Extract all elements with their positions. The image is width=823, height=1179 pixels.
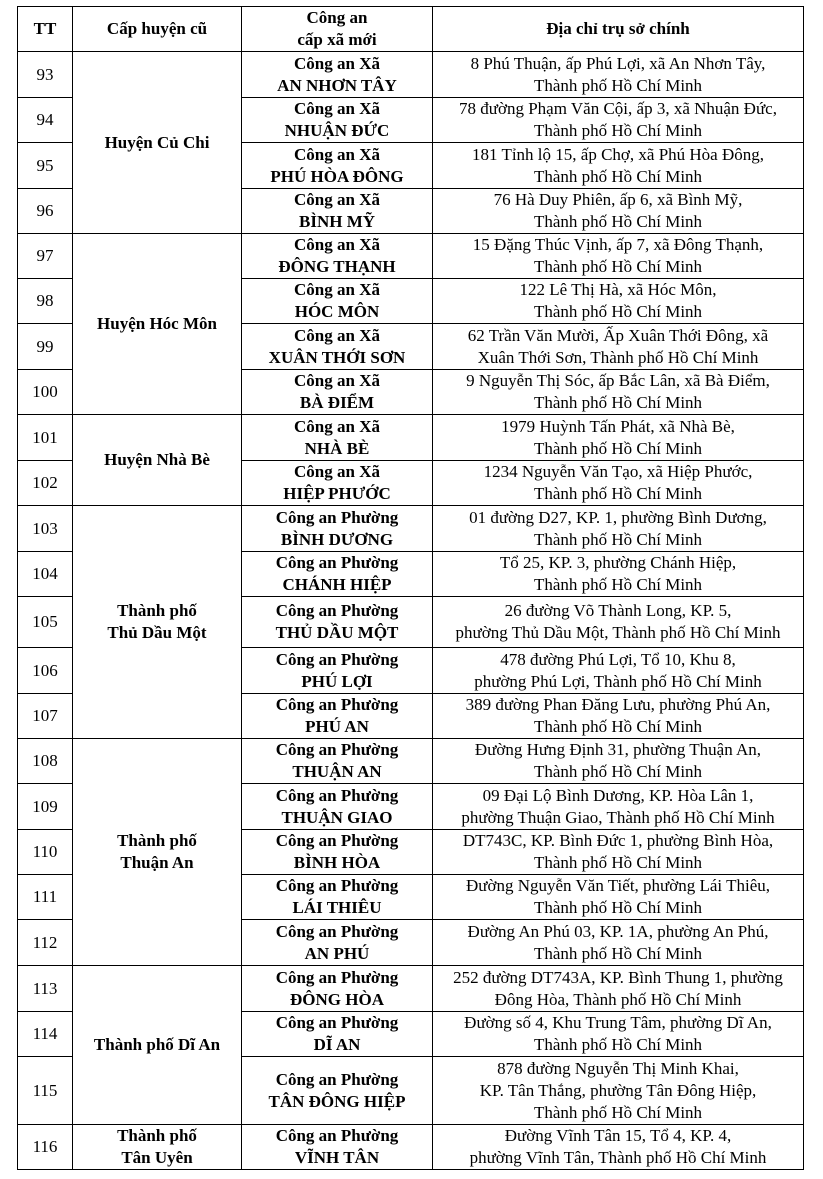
address-line2: Thành phố Hồ Chí Minh xyxy=(533,302,703,321)
unit-cell xyxy=(242,234,433,279)
address-line2: Thành phố Hồ Chí Minh xyxy=(533,121,703,140)
address-cell xyxy=(433,461,804,506)
unit-type: Công an Phường xyxy=(275,1013,399,1032)
address-line2: Thành phố Hồ Chí Minh xyxy=(533,257,703,276)
unit-cell xyxy=(242,920,433,966)
address-line1: 878 đường Nguyễn Thị Minh Khai, xyxy=(497,1058,739,1078)
unit-cell xyxy=(242,552,433,597)
address-cell xyxy=(433,920,804,966)
address-line3: Thành phố Hồ Chí Minh xyxy=(533,1102,703,1122)
unit-type: Công an Xã xyxy=(294,462,380,481)
address-cell xyxy=(433,830,804,875)
unit-name: VĨNH TÂN xyxy=(294,1148,380,1167)
address-line2: Thành phố Hồ Chí Minh xyxy=(533,762,703,781)
district-line1: Thành phố xyxy=(117,1126,197,1145)
unit-cell xyxy=(242,784,433,830)
unit-type: Công an Xã xyxy=(294,144,380,164)
unit-name: ĐÔNG THẠNH xyxy=(278,257,396,276)
address-cell xyxy=(433,552,804,597)
address-line1: 78 đường Phạm Văn Cội, ấp 3, xã Nhuận Đức, xyxy=(459,99,777,118)
header-unit xyxy=(242,7,433,52)
unit-name: PHÚ HÒA ĐÔNG xyxy=(270,166,404,186)
address-cell xyxy=(433,784,804,830)
address-cell xyxy=(433,415,804,461)
unit-cell xyxy=(242,324,433,370)
unit-type: Công an Phường xyxy=(275,921,399,941)
row-number: 113 xyxy=(18,966,73,1012)
address-line1: 252 đường DT743A, KP. Bình Thung 1, phường xyxy=(453,967,783,987)
district-line2: Tân Uyên xyxy=(121,1148,193,1167)
address-line1: Đường Nguyễn Văn Tiết, phường Lái Thiêu, xyxy=(466,876,770,895)
address-line2: phường Vĩnh Tân, Thành phố Hồ Chí Minh xyxy=(469,1148,767,1167)
address-line1: 1234 Nguyễn Văn Tạo, xã Hiệp Phước, xyxy=(483,462,753,481)
row-number: 102 xyxy=(18,461,73,506)
row-number: 108 xyxy=(18,739,73,784)
address-line2: Thành phố Hồ Chí Minh xyxy=(533,75,703,95)
unit-cell xyxy=(242,461,433,506)
address-line2: Thành phố Hồ Chí Minh xyxy=(533,898,703,917)
address-line1: Tổ 25, KP. 3, phường Chánh Hiệp, xyxy=(499,553,737,572)
table-row xyxy=(18,52,804,98)
unit-name: BÌNH MỸ xyxy=(298,212,376,231)
address-line1: 8 Phú Thuận, ấp Phú Lợi, xã An Nhơn Tây, xyxy=(470,53,766,73)
address-line2: Thành phố Hồ Chí Minh xyxy=(533,1035,703,1054)
unit-type: Công an Phường xyxy=(275,507,399,527)
address-cell xyxy=(433,189,804,234)
address-cell xyxy=(433,966,804,1012)
unit-type: Công an Phường xyxy=(275,876,399,895)
row-number: 107 xyxy=(18,694,73,739)
row-number: 110 xyxy=(18,830,73,875)
row-number: 112 xyxy=(18,920,73,966)
address-line2: Thành phố Hồ Chí Minh xyxy=(533,529,703,549)
table-row xyxy=(18,739,804,784)
unit-name: THỦ DẦU MỘT xyxy=(275,623,399,642)
district-cell xyxy=(73,415,242,506)
unit-type: Công an Xã xyxy=(294,235,380,254)
header-unit-line2: cấp xã mới xyxy=(297,30,377,49)
district-line1: Huyện Nhà Bè xyxy=(104,450,210,469)
district-line1: Thành phố xyxy=(117,831,197,850)
address-cell xyxy=(433,506,804,552)
address-cell xyxy=(433,234,804,279)
unit-cell xyxy=(242,1125,433,1170)
unit-name: BÀ ĐIỂM xyxy=(299,393,375,412)
address-cell xyxy=(433,1057,804,1125)
unit-name: ĐÔNG HÒA xyxy=(290,989,384,1009)
unit-type: Công an Phường xyxy=(275,1069,399,1089)
address-line2: Thành phố Hồ Chí Minh xyxy=(533,717,703,736)
header-unit-line1: Công an xyxy=(306,8,368,27)
address-line1: 478 đường Phú Lợi, Tổ 10, Khu 8, xyxy=(500,649,736,669)
address-cell xyxy=(433,739,804,784)
unit-cell xyxy=(242,648,433,694)
unit-name: THUẬN AN xyxy=(292,762,382,781)
address-line1: 76 Hà Duy Phiên, ấp 6, xã Bình Mỹ, xyxy=(493,190,743,209)
address-line2: Thành phố Hồ Chí Minh xyxy=(533,438,703,458)
unit-type: Công an Phường xyxy=(275,553,399,572)
address-cell xyxy=(433,279,804,324)
address-line2: Thành phố Hồ Chí Minh xyxy=(533,853,703,872)
address-line1: Đường An Phú 03, KP. 1A, phường An Phú, xyxy=(467,921,769,941)
row-number: 103 xyxy=(18,506,73,552)
district-cell xyxy=(73,506,242,739)
row-number: 94 xyxy=(18,98,73,143)
address-line1: DT743C, KP. Bình Đức 1, phường Bình Hòa, xyxy=(462,831,774,850)
address-line1: Đường Vĩnh Tân 15, Tổ 4, KP. 4, xyxy=(504,1126,732,1145)
address-line2: Thành phố Hồ Chí Minh xyxy=(533,943,703,963)
address-cell xyxy=(433,648,804,694)
row-number: 101 xyxy=(18,415,73,461)
district-line2: Thuận An xyxy=(120,853,194,872)
row-number: 96 xyxy=(18,189,73,234)
address-cell xyxy=(433,1125,804,1170)
row-number: 105 xyxy=(18,597,73,648)
address-line2: Xuân Thới Sơn, Thành phố Hồ Chí Minh xyxy=(477,347,759,367)
unit-cell xyxy=(242,189,433,234)
district-line1: Huyện Củ Chi xyxy=(104,132,210,152)
district-cell xyxy=(73,966,242,1125)
table-row xyxy=(18,966,804,1012)
unit-type: Công an Phường xyxy=(275,1126,399,1145)
address-line1: Đường số 4, Khu Trung Tâm, phường Dĩ An, xyxy=(464,1013,772,1032)
address-cell xyxy=(433,98,804,143)
address-line2: phường Phú Lợi, Thành phố Hồ Chí Minh xyxy=(474,671,762,691)
address-line2: KP. Tân Thắng, phường Tân Đông Hiệp, xyxy=(479,1080,757,1100)
row-number: 116 xyxy=(18,1125,73,1170)
police-address-table xyxy=(17,6,804,1170)
unit-cell xyxy=(242,52,433,98)
address-cell xyxy=(433,324,804,370)
unit-name: THUẬN GIAO xyxy=(281,807,393,827)
unit-name: AN PHÚ xyxy=(304,943,370,963)
address-cell xyxy=(433,875,804,920)
address-line1: 122 Lê Thị Hà, xã Hóc Môn, xyxy=(519,280,717,299)
address-line2: Thành phố Hồ Chí Minh xyxy=(533,484,703,503)
row-number: 95 xyxy=(18,143,73,189)
unit-name: LÁI THIÊU xyxy=(292,898,382,917)
address-line2: Thành phố Hồ Chí Minh xyxy=(533,393,703,412)
unit-type: Công an Xã xyxy=(294,280,380,299)
unit-type: Công an Phường xyxy=(275,831,399,850)
unit-name: BÌNH HÒA xyxy=(293,853,381,872)
unit-type: Công an Xã xyxy=(294,325,380,345)
row-number: 100 xyxy=(18,370,73,415)
table-row xyxy=(18,1125,804,1170)
unit-type: Công an Xã xyxy=(294,99,380,118)
address-line2: phường Thủ Dầu Một, Thành phố Hồ Chí Minh xyxy=(455,623,781,642)
address-cell xyxy=(433,52,804,98)
unit-cell xyxy=(242,98,433,143)
address-line1: 26 đường Võ Thành Long, KP. 5, xyxy=(504,601,732,620)
table-row xyxy=(18,415,804,461)
address-line2: Thành phố Hồ Chí Minh xyxy=(533,212,703,231)
unit-cell xyxy=(242,506,433,552)
unit-cell xyxy=(242,279,433,324)
unit-type: Công an Phường xyxy=(275,785,399,805)
unit-type: Công an Xã xyxy=(294,416,380,436)
unit-name: BÌNH DƯƠNG xyxy=(280,529,394,549)
header-address: Địa chỉ trụ sở chính xyxy=(433,7,804,52)
address-line2: Thành phố Hồ Chí Minh xyxy=(533,166,703,186)
district-cell xyxy=(73,234,242,415)
header-district: Cấp huyện cũ xyxy=(73,7,242,52)
row-number: 115 xyxy=(18,1057,73,1125)
unit-type: Công an Phường xyxy=(275,649,399,669)
address-line1: 09 Đại Lộ Bình Dương, KP. Hòa Lân 1, xyxy=(482,785,754,805)
unit-type: Công an Xã xyxy=(294,371,380,390)
row-number: 97 xyxy=(18,234,73,279)
unit-type: Công an Xã xyxy=(294,53,380,73)
district-line1: Thành phố Dĩ An xyxy=(93,1035,221,1054)
address-line1: 9 Nguyễn Thị Sóc, ấp Bắc Lân, xã Bà Điểm, xyxy=(466,371,770,390)
district-cell xyxy=(73,1125,242,1170)
district-line2: Thủ Dầu Một xyxy=(107,623,207,642)
unit-cell xyxy=(242,143,433,189)
unit-name: DĨ AN xyxy=(313,1035,361,1054)
unit-type: Công an Phường xyxy=(275,695,399,714)
unit-cell xyxy=(242,370,433,415)
unit-cell xyxy=(242,597,433,648)
unit-name: CHÁNH HIỆP xyxy=(282,575,392,594)
row-number: 106 xyxy=(18,648,73,694)
table-body xyxy=(18,52,804,1170)
address-line1: 62 Trần Văn Mười, Ấp Xuân Thới Đông, xã xyxy=(467,325,769,345)
table-row xyxy=(18,234,804,279)
address-line1: 181 Tỉnh lộ 15, ấp Chợ, xã Phú Hòa Đông, xyxy=(472,144,764,164)
address-cell xyxy=(433,143,804,189)
unit-name: TÂN ĐÔNG HIỆP xyxy=(268,1091,406,1111)
unit-type: Công an Xã xyxy=(294,190,380,209)
row-number: 99 xyxy=(18,324,73,370)
row-number: 104 xyxy=(18,552,73,597)
address-line1: 01 đường D27, KP. 1, phường Bình Dương, xyxy=(469,507,767,527)
row-number: 93 xyxy=(18,52,73,98)
address-line2: phường Thuận Giao, Thành phố Hồ Chí Minh xyxy=(461,807,775,827)
unit-name: PHÚ AN xyxy=(305,717,369,736)
address-cell xyxy=(433,370,804,415)
row-number: 98 xyxy=(18,279,73,324)
unit-type: Công an Phường xyxy=(275,740,399,759)
row-number: 111 xyxy=(18,875,73,920)
address-line2: Thành phố Hồ Chí Minh xyxy=(533,575,703,594)
unit-name: HÓC MÔN xyxy=(294,302,380,321)
address-line1: 389 đường Phan Đăng Lưu, phường Phú An, xyxy=(465,695,771,714)
address-line2: Đông Hòa, Thành phố Hồ Chí Minh xyxy=(494,989,742,1009)
address-cell xyxy=(433,1012,804,1057)
address-line1: 1979 Huỳnh Tấn Phát, xã Nhà Bè, xyxy=(501,416,735,436)
unit-name: NHUẬN ĐỨC xyxy=(284,121,390,140)
unit-cell xyxy=(242,1057,433,1125)
unit-cell xyxy=(242,875,433,920)
district-line1: Huyện Hóc Môn xyxy=(97,314,217,333)
unit-name: XUÂN THỚI SƠN xyxy=(268,347,406,367)
unit-type: Công an Phường xyxy=(275,601,399,620)
unit-cell xyxy=(242,830,433,875)
district-cell xyxy=(73,739,242,966)
unit-name: NHÀ BÈ xyxy=(304,438,370,458)
unit-name: HIỆP PHƯỚC xyxy=(283,484,391,503)
header-tt: TT xyxy=(18,7,73,52)
district-cell xyxy=(73,52,242,234)
unit-cell xyxy=(242,966,433,1012)
table-header-row xyxy=(18,7,804,52)
unit-name: AN NHƠN TÂY xyxy=(277,75,397,95)
unit-name: PHÚ LỢI xyxy=(301,671,373,691)
row-number: 114 xyxy=(18,1012,73,1057)
unit-type: Công an Phường xyxy=(275,967,399,987)
address-cell xyxy=(433,597,804,648)
address-cell xyxy=(433,694,804,739)
address-line1: 15 Đặng Thúc Vịnh, ấp 7, xã Đông Thạnh, xyxy=(472,235,764,254)
unit-cell xyxy=(242,694,433,739)
unit-cell xyxy=(242,415,433,461)
unit-cell xyxy=(242,739,433,784)
address-line1: Đường Hưng Định 31, phường Thuận An, xyxy=(474,740,762,759)
district-line1: Thành phố xyxy=(117,601,197,620)
table-row xyxy=(18,506,804,552)
unit-cell xyxy=(242,1012,433,1057)
row-number: 109 xyxy=(18,784,73,830)
